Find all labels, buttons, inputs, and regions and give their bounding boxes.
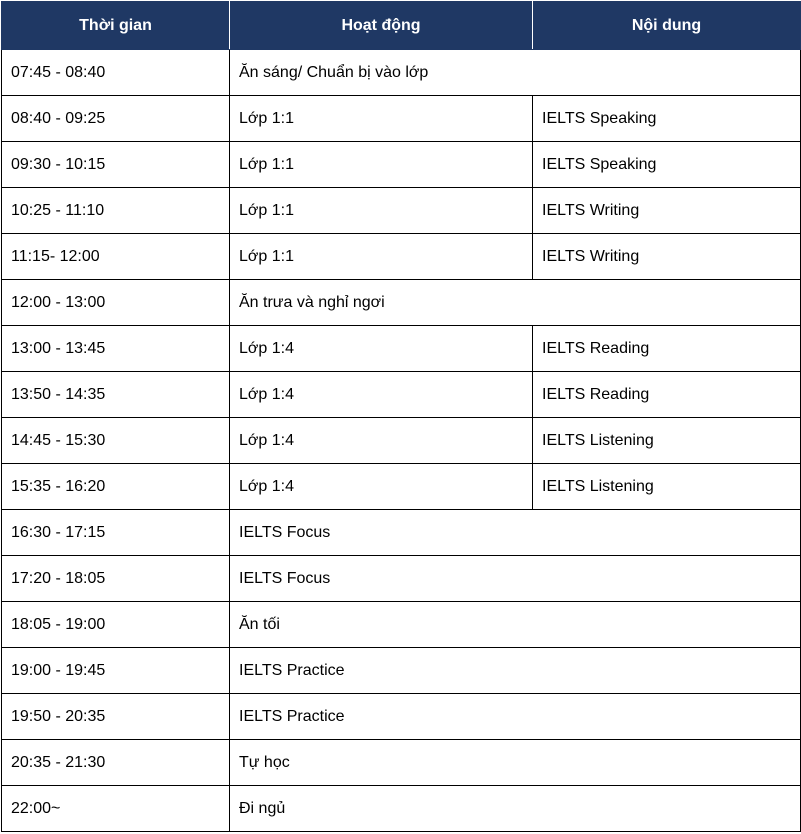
content-cell: IELTS Speaking <box>533 142 801 188</box>
activity-cell: Lớp 1:1 <box>230 234 533 280</box>
activity-cell: Đi ngủ <box>230 786 801 832</box>
activity-cell: IELTS Practice <box>230 648 801 694</box>
time-cell: 15:35 - 16:20 <box>2 464 230 510</box>
content-cell: IELTS Reading <box>533 372 801 418</box>
time-cell: 19:50 - 20:35 <box>2 694 230 740</box>
time-cell: 22:00~ <box>2 786 230 832</box>
time-cell: 13:00 - 13:45 <box>2 326 230 372</box>
table-row <box>2 510 801 556</box>
activity-cell: Lớp 1:4 <box>230 372 533 418</box>
header-time: Thời gian <box>2 2 230 50</box>
table-row <box>2 418 801 464</box>
activity-cell: IELTS Focus <box>230 556 801 602</box>
table-row <box>2 556 801 602</box>
time-cell: 17:20 - 18:05 <box>2 556 230 602</box>
content-cell: IELTS Writing <box>533 188 801 234</box>
time-cell: 12:00 - 13:00 <box>2 280 230 326</box>
table-row <box>2 326 801 372</box>
header-content: Nội dung <box>533 2 801 50</box>
activity-cell: Lớp 1:4 <box>230 464 533 510</box>
table-row <box>2 280 801 326</box>
activity-cell: IELTS Practice <box>230 694 801 740</box>
table-row <box>2 602 801 648</box>
time-cell: 11:15- 12:00 <box>2 234 230 280</box>
content-cell: IELTS Listening <box>533 464 801 510</box>
time-cell: 18:05 - 19:00 <box>2 602 230 648</box>
table-row <box>2 694 801 740</box>
table-row <box>2 142 801 188</box>
time-cell: 13:50 - 14:35 <box>2 372 230 418</box>
header-row <box>2 2 801 50</box>
table-row <box>2 464 801 510</box>
activity-cell: Lớp 1:1 <box>230 96 533 142</box>
time-cell: 19:00 - 19:45 <box>2 648 230 694</box>
activity-cell: Lớp 1:1 <box>230 142 533 188</box>
table-row <box>2 234 801 280</box>
table-row <box>2 740 801 786</box>
activity-cell: IELTS Focus <box>230 510 801 556</box>
table-row <box>2 188 801 234</box>
time-cell: 07:45 - 08:40 <box>2 50 230 96</box>
table-row <box>2 96 801 142</box>
activity-cell: Lớp 1:4 <box>230 326 533 372</box>
content-cell: IELTS Listening <box>533 418 801 464</box>
time-cell: 09:30 - 10:15 <box>2 142 230 188</box>
time-cell: 16:30 - 17:15 <box>2 510 230 556</box>
schedule-table <box>1 1 801 832</box>
time-cell: 10:25 - 11:10 <box>2 188 230 234</box>
header-activity: Hoạt động <box>230 2 533 50</box>
time-cell: 14:45 - 15:30 <box>2 418 230 464</box>
time-cell: 08:40 - 09:25 <box>2 96 230 142</box>
time-cell: 20:35 - 21:30 <box>2 740 230 786</box>
content-cell: IELTS Reading <box>533 326 801 372</box>
activity-cell: Lớp 1:4 <box>230 418 533 464</box>
content-cell: IELTS Speaking <box>533 96 801 142</box>
content-cell: IELTS Writing <box>533 234 801 280</box>
table-row <box>2 372 801 418</box>
activity-cell: Lớp 1:1 <box>230 188 533 234</box>
activity-cell: Tự học <box>230 740 801 786</box>
table-row <box>2 786 801 832</box>
activity-cell: Ăn sáng/ Chuẩn bị vào lớp <box>230 50 801 96</box>
table-row <box>2 648 801 694</box>
schedule-body <box>2 50 801 832</box>
activity-cell: Ăn trưa và nghỉ ngơi <box>230 280 801 326</box>
table-row <box>2 50 801 96</box>
activity-cell: Ăn tối <box>230 602 801 648</box>
